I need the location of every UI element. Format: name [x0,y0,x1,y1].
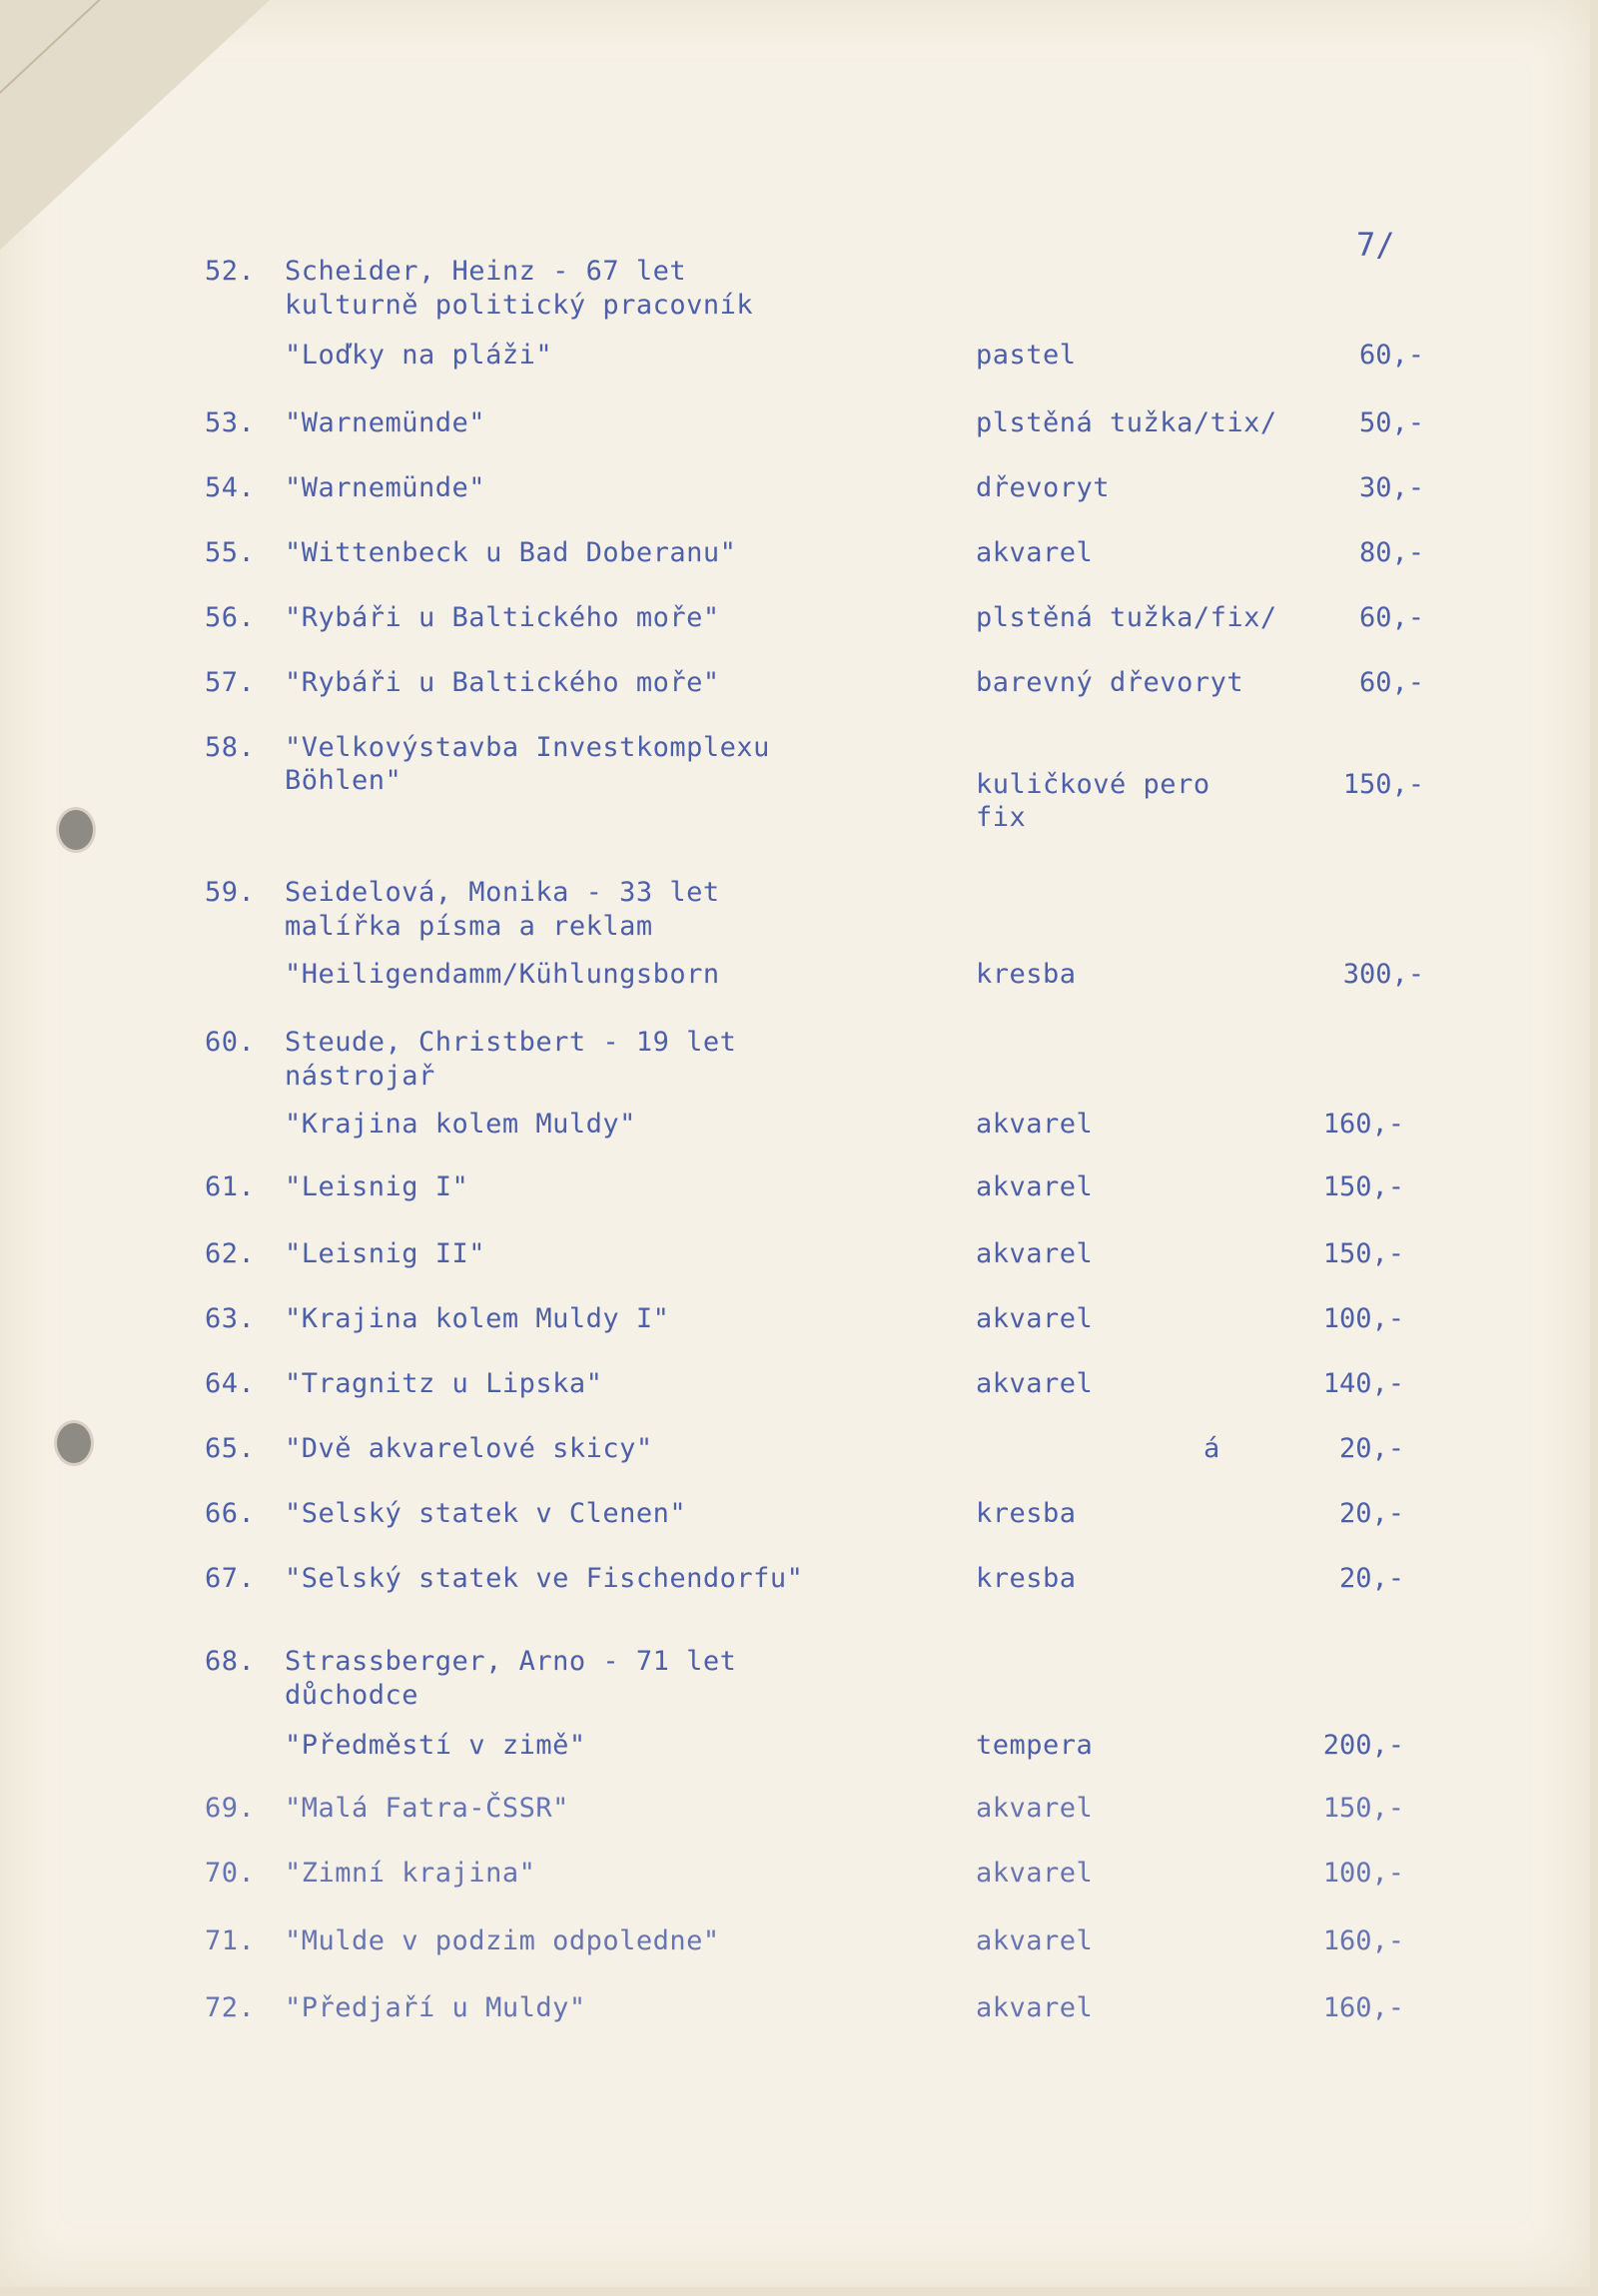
artwork-price: 200,- [1322,1730,1404,1761]
entry-number: 64. [205,1368,256,1399]
artist-occupation: malířka písma a reklam [285,911,653,942]
punch-hole-bottom [54,1420,94,1466]
artwork-technique: akvarel [976,1368,1094,1399]
artwork-technique: tempera [976,1730,1094,1761]
page-number: 7/ [1356,226,1395,264]
artwork-price: 150,- [1322,1238,1404,1269]
artwork-title: "Selský statek v Clenen" [285,1498,687,1529]
entry-number: 55. [205,537,256,568]
artwork-technique: barevný dřevoryt [976,667,1244,698]
artwork-technique: dřevoryt [976,472,1111,503]
artwork-title: "Leisnig II" [285,1238,486,1269]
artwork-price: 20,- [1338,1563,1404,1594]
entry-number: 70. [205,1858,256,1889]
artwork-price: 20,- [1338,1433,1404,1464]
artwork-title: "Krajina kolem Muldy I" [285,1303,670,1334]
artwork-price: 100,- [1322,1858,1404,1889]
artwork-technique: akvarel [976,1303,1094,1334]
artwork-technique: akvarel [976,537,1094,568]
artwork-technique: akvarel [976,1238,1094,1269]
artist-occupation: kulturně politický pracovník [285,290,754,321]
artwork-technique: akvarel [976,1925,1094,1956]
artwork-price: 50,- [1358,407,1424,438]
artwork-technique: akvarel [976,1992,1094,2023]
artwork-title-continued: Böhlen" [285,765,402,796]
artwork-title: "Malá Fatra-ČSSR" [285,1793,569,1824]
artwork-price: 100,- [1322,1303,1404,1334]
artwork-title: "Velkovýstavba Investkomplexu [285,732,770,763]
entry-number: 52. [205,256,256,287]
artwork-title: "Warnemünde" [285,407,486,438]
artwork-price: 150,- [1342,769,1424,800]
entry-number: 54. [205,472,256,503]
artwork-price: 160,- [1322,1992,1404,2023]
entry-number: 66. [205,1498,256,1529]
artwork-title: "Selský statek ve Fischendorfu" [285,1563,804,1594]
entry-number: 58. [205,732,256,763]
artwork-title: "Rybáři u Baltického moře" [285,667,720,698]
artwork-title: "Tragnitz u Lipska" [285,1368,603,1399]
entry-number: 67. [205,1563,256,1594]
artwork-title: "Warnemünde" [285,472,486,503]
artwork-price: 150,- [1322,1171,1404,1202]
artwork-price: 160,- [1322,1925,1404,1956]
artwork-technique-secondary: fix [976,802,1027,833]
entry-number: 71. [205,1925,256,1956]
entry-number: 57. [205,667,256,698]
artwork-title: "Mulde v podzim odpoledne" [285,1925,720,1956]
artwork-title: "Dvě akvarelové skicy" [285,1433,653,1464]
artwork-technique: kresba [976,1563,1077,1594]
artwork-technique: akvarel [976,1858,1094,1889]
artwork-title: "Leisnig I" [285,1171,469,1202]
entry-number: 63. [205,1303,256,1334]
entry-number: 56. [205,602,256,633]
artwork-technique: pastel [976,340,1077,371]
artwork-price: 20,- [1338,1498,1404,1529]
artwork-price: 150,- [1322,1793,1404,1824]
artwork-price: 300,- [1342,959,1424,990]
artwork-title: "Wittenbeck u Bad Doberanu" [285,537,737,568]
entry-number: 69. [205,1793,256,1824]
artwork-price: 30,- [1358,472,1424,503]
artist-occupation: důchodce [285,1680,419,1711]
entry-number: 68. [205,1646,256,1677]
artwork-technique: akvarel [976,1109,1094,1140]
artwork-technique: kresba [976,959,1077,990]
artwork-price: 140,- [1322,1368,1404,1399]
entry-number: 60. [205,1027,256,1058]
artwork-title: "Zimní krajina" [285,1858,536,1889]
folded-corner [0,0,270,250]
artwork-technique: kuličkové pero [976,769,1210,800]
entry-number: 59. [205,877,256,908]
artwork-title: "Předměstí v zimě" [285,1730,586,1761]
artwork-title: "Rybáři u Baltického moře" [285,602,720,633]
artwork-technique: akvarel [976,1793,1094,1824]
artwork-title: "Loďky na pláži" [285,340,553,371]
artist-name: Seidelová, Monika - 33 let [285,877,720,908]
entry-number: 72. [205,1992,256,2023]
artist-name: Strassberger, Arno - 71 let [285,1646,737,1677]
punch-hole-top [56,807,96,853]
price-each-marker: á [1203,1433,1220,1464]
artwork-price: 60,- [1358,667,1424,698]
artist-name: Steude, Christbert - 19 let [285,1027,737,1058]
artwork-price: 80,- [1358,537,1424,568]
artwork-price: 160,- [1322,1109,1404,1140]
artwork-title: "Předjaří u Muldy" [285,1992,586,2023]
artwork-technique: plstěná tužka/tix/ [976,407,1277,438]
artwork-technique: plstěná tužka/fix/ [976,602,1277,633]
entry-number: 62. [205,1238,256,1269]
artist-occupation: nástrojař [285,1061,435,1092]
entry-number: 61. [205,1171,256,1202]
artwork-technique: akvarel [976,1171,1094,1202]
artwork-technique: kresba [976,1498,1077,1529]
artist-name: Scheider, Heinz - 67 let [285,256,687,287]
artwork-price: 60,- [1358,602,1424,633]
entry-number: 53. [205,407,256,438]
entry-number: 65. [205,1433,256,1464]
artwork-price: 60,- [1358,340,1424,371]
artwork-title: "Heiligendamm/Kühlungsborn [285,959,720,990]
artwork-title: "Krajina kolem Muldy" [285,1109,636,1140]
